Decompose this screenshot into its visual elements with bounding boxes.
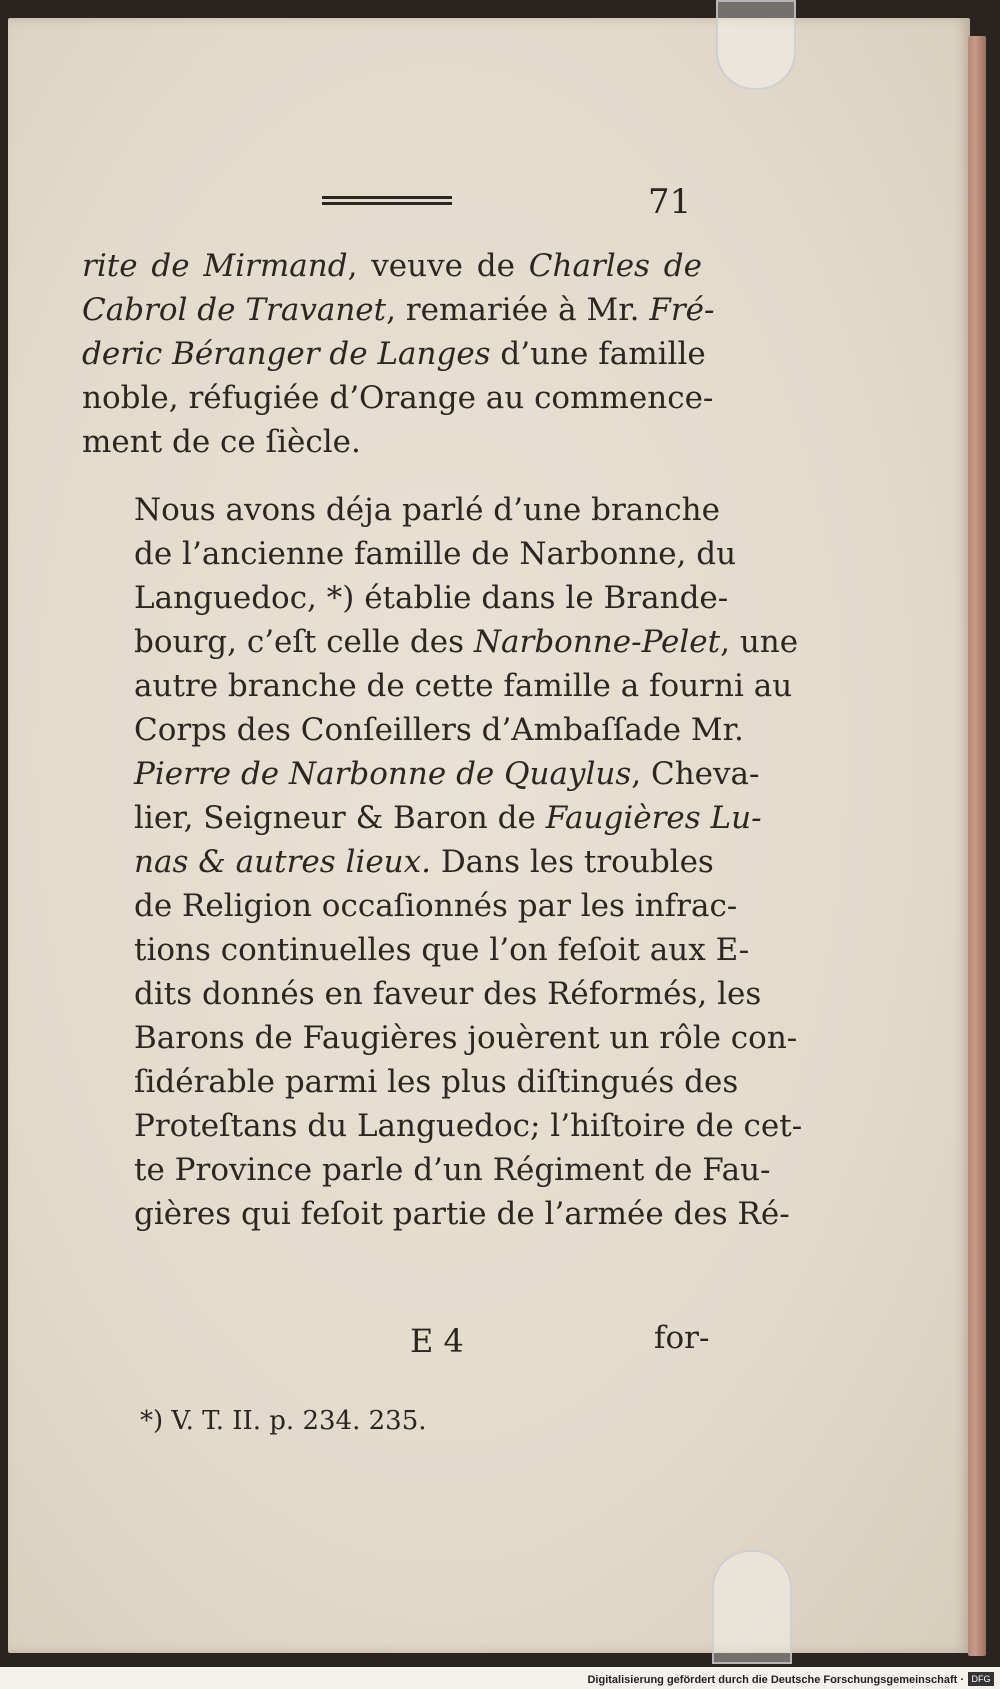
page-edge [968, 36, 986, 1656]
dfg-logo: DFG [968, 1672, 994, 1686]
text-segment: bourg, c’eſt celle des [134, 624, 474, 660]
page-clip-bottom [712, 1550, 792, 1664]
text-line [82, 1016, 798, 1060]
text-line [82, 752, 760, 796]
text-segment: ment de ce ſiècle. [82, 424, 361, 460]
text-segment: , veuve de [347, 248, 529, 284]
text-line [82, 420, 702, 464]
text-line [82, 796, 762, 840]
text-segment: , Cheva- [631, 756, 760, 792]
text-segment: noble, réfugiée d’Orange au commence- [82, 380, 714, 416]
text-line [82, 488, 720, 532]
text-line [82, 376, 714, 420]
text-segment: ſidérable parmi les plus diſtingués des [134, 1064, 739, 1100]
text-segment: Dans les troubles [430, 844, 714, 880]
text-line [82, 928, 750, 972]
text-segment: dits donnés en faveur des Réformés, les [134, 976, 762, 1012]
text-line [82, 288, 715, 332]
text-segment: Languedoc, *) établie dans le Brande- [134, 580, 729, 616]
text-segment: de Religion occaſionnés par les infrac- [134, 888, 738, 924]
text-line [82, 840, 714, 884]
text-segment: de l’ancienne famille de Narbonne, du [134, 536, 737, 572]
credit-bar [0, 1667, 1000, 1689]
catchword: for- [654, 1320, 710, 1356]
page-clip-top [716, 0, 796, 90]
page-number: 71 [648, 182, 692, 222]
body-text [82, 244, 803, 1236]
text-line [82, 1192, 790, 1236]
text-segment: tions continuelles que l’on feſoit aux E- [134, 932, 750, 968]
italic-segment: deric Béranger de Langes [82, 336, 491, 372]
text-segment: lier, Seigneur & Baron de [134, 800, 546, 836]
italic-segment: Pierre de Narbonne de Quaylus [134, 756, 632, 792]
italic-segment: Faugières Lu- [545, 800, 762, 836]
credit-text: Digitalisierung gefördert durch die Deutsche Forschungsgemeinschaft · [587, 1674, 964, 1686]
text-line [82, 620, 799, 664]
paragraph-1 [82, 244, 715, 464]
text-line [82, 1060, 739, 1104]
signature-mark: E 4 [410, 1322, 464, 1360]
text-line [82, 664, 793, 708]
text-segment: d’une famille [490, 336, 706, 372]
text-segment: Nous avons déja parlé d’une branche [134, 492, 720, 528]
text-segment: gières qui feſoit partie de l’armée des Ré- [134, 1196, 790, 1232]
text-line [82, 532, 737, 576]
text-segment: Corps des Conſeillers d’Ambaſſade Mr. [134, 712, 744, 748]
header-rule [322, 196, 452, 206]
text-line [82, 1104, 803, 1148]
text-segment: te Province parle d’un Régiment de Fau- [134, 1152, 771, 1188]
text-line [82, 708, 744, 752]
italic-segment: Fré- [649, 292, 715, 328]
text-line [82, 972, 762, 1016]
text-line [82, 576, 729, 620]
text-segment: , remariée à Mr. [386, 292, 650, 328]
italic-segment: rite de Mirmand [82, 248, 348, 284]
text-segment: autre branche de cette famille a fourni au [134, 668, 793, 704]
paragraph-2 [82, 488, 803, 1236]
text-segment: Barons de Faugières jouèrent un rôle con- [134, 1020, 798, 1056]
text-segment: , une [720, 624, 799, 660]
text-line [82, 1148, 771, 1192]
text-line [82, 884, 738, 928]
text-line [82, 244, 702, 288]
footnote: *) V. T. II. p. 234. 235. [140, 1406, 427, 1436]
italic-segment: Cabrol de Travanet [82, 292, 387, 328]
italic-segment: nas & autres lieux. [134, 844, 431, 880]
italic-segment: Charles de [528, 248, 702, 284]
text-segment: Proteſtans du Languedoc; l’hiſtoire de cet- [134, 1108, 803, 1144]
italic-segment: Narbonne-Pelet [473, 624, 721, 660]
text-line [82, 332, 706, 376]
